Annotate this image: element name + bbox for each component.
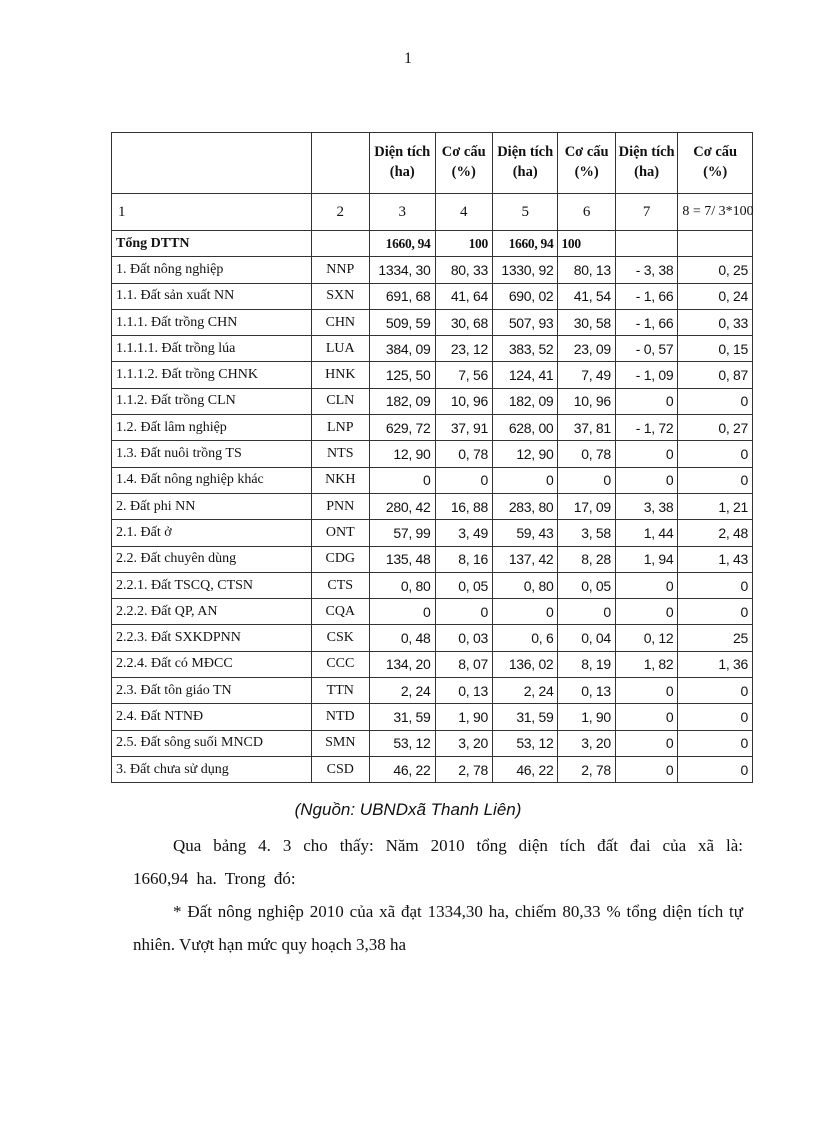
table-cell: 1, 90 <box>435 704 492 730</box>
table-cell: 1, 43 <box>678 546 753 572</box>
table-row <box>112 362 753 388</box>
land-type-label: 3. Đất chưa sử dụng <box>112 756 312 782</box>
header-cell: Diện tích (ha) <box>370 133 436 194</box>
land-type-label: 2. Đất phi NN <box>112 493 312 519</box>
table-cell: 17, 09 <box>558 493 615 519</box>
table-row <box>112 441 753 467</box>
header-cell: Cơ cấu (%) <box>558 133 615 194</box>
table-cell: 3, 58 <box>558 520 615 546</box>
land-type-label: 1.3. Đất nuôi trồng TS <box>112 441 312 467</box>
table-cell: 0, 05 <box>435 572 492 598</box>
table-cell: 0, 78 <box>558 441 615 467</box>
table-row <box>112 388 753 414</box>
land-code: CTS <box>311 572 369 598</box>
table-cell: 1334, 30 <box>370 257 436 283</box>
land-code: CCC <box>311 651 369 677</box>
table-row <box>112 520 753 546</box>
table-cell: 59, 43 <box>492 520 558 546</box>
table-cell: 0 <box>492 599 558 625</box>
table-cell: 46, 22 <box>492 756 558 782</box>
table-cell: - 1, 72 <box>615 415 677 441</box>
table-cell: 53, 12 <box>492 730 558 756</box>
table-cell: 0 <box>615 467 677 493</box>
table-cell: 10, 96 <box>558 388 615 414</box>
table-cell: 31, 59 <box>492 704 558 730</box>
table-cell: 0 <box>678 441 753 467</box>
table-cell: 691, 68 <box>370 283 436 309</box>
land-code: SXN <box>311 283 369 309</box>
land-type-label: 1.1.2. Đất trồng CLN <box>112 388 312 414</box>
table-cell: 0 <box>678 388 753 414</box>
source-note: (Nguồn: UBNDxã Thanh Liên) <box>294 800 522 819</box>
table-cell: 0 <box>615 599 677 625</box>
table-cell <box>311 231 369 257</box>
table-cell: 0 <box>615 678 677 704</box>
table-cell: 0 <box>678 704 753 730</box>
table-cell: 80, 33 <box>435 257 492 283</box>
land-code: NKH <box>311 467 369 493</box>
page-number: 1 <box>404 50 412 67</box>
land-code: CQA <box>311 599 369 625</box>
table-cell: 23, 09 <box>558 336 615 362</box>
table-cell: 0, 03 <box>435 625 492 651</box>
land-type-label: 1.4. Đất nông nghiệp khác <box>112 467 312 493</box>
paragraph: Qua bảng 4. 3 cho thấy: Năm 2010 tổng diện tích đất đai của xã là: 1660,94 ha. Trong đó: <box>133 836 743 888</box>
table-cell: 3, 20 <box>435 730 492 756</box>
table-cell: 3, 20 <box>558 730 615 756</box>
table-cell: 2, 24 <box>492 678 558 704</box>
table-cell: 0 <box>678 572 753 598</box>
table-cell: 12, 90 <box>492 441 558 467</box>
table-cell: 0 <box>615 388 677 414</box>
land-code: NTS <box>311 441 369 467</box>
table-cell: 0 <box>615 756 677 782</box>
table-cell: 0 <box>678 756 753 782</box>
table-cell: 100 <box>558 231 615 257</box>
land-code: LNP <box>311 415 369 441</box>
header-cell: Diện tích (ha) <box>492 133 558 194</box>
column-number: 3 <box>370 194 436 231</box>
table-cell: 1, 44 <box>615 520 677 546</box>
land-code: CDG <box>311 546 369 572</box>
land-type-label: 2.2.2. Đất QP, AN <box>112 599 312 625</box>
table-cell: 0 <box>370 467 436 493</box>
table-cell: 0 <box>615 704 677 730</box>
table-cell: 125, 50 <box>370 362 436 388</box>
header-cell: Diện tích (ha) <box>615 133 677 194</box>
header-cell: Cơ cấu (%) <box>678 133 753 194</box>
column-number: 7 <box>615 194 677 231</box>
table-cell: 0, 24 <box>678 283 753 309</box>
table-cell: 8, 07 <box>435 651 492 677</box>
land-code: CSD <box>311 756 369 782</box>
table-header-row <box>112 133 753 194</box>
table-cell: 30, 58 <box>558 309 615 335</box>
land-type-label: 2.3. Đất tôn giáo TN <box>112 678 312 704</box>
table-cell: 1, 82 <box>615 651 677 677</box>
table-row <box>112 625 753 651</box>
table-cell: 7, 49 <box>558 362 615 388</box>
table-cell: 8, 16 <box>435 546 492 572</box>
table-cell: 124, 41 <box>492 362 558 388</box>
table-cell: 0 <box>435 467 492 493</box>
table-row <box>112 336 753 362</box>
header-cell <box>311 133 369 194</box>
table-cell: 8, 28 <box>558 546 615 572</box>
table-cell: 0 <box>558 599 615 625</box>
table-row <box>112 257 753 283</box>
table-cell: 509, 59 <box>370 309 436 335</box>
table-cell: 629, 72 <box>370 415 436 441</box>
table-cell: 12, 90 <box>370 441 436 467</box>
table-cell <box>615 231 677 257</box>
table-cell <box>678 231 753 257</box>
table-cell: 0, 33 <box>678 309 753 335</box>
table-row <box>112 309 753 335</box>
table-cell: 507, 93 <box>492 309 558 335</box>
table-cell: 1660, 94 <box>370 231 436 257</box>
table-row <box>112 678 753 704</box>
table-cell: 137, 42 <box>492 546 558 572</box>
table-cell: 280, 42 <box>370 493 436 519</box>
table-cell: 23, 12 <box>435 336 492 362</box>
table-cell: 31, 59 <box>370 704 436 730</box>
land-type-label: 2.2. Đất chuyên dùng <box>112 546 312 572</box>
column-number: 4 <box>435 194 492 231</box>
land-type-label: 1.1. Đất sản xuất NN <box>112 283 312 309</box>
table-cell: 182, 09 <box>370 388 436 414</box>
table-cell: 1330, 92 <box>492 257 558 283</box>
table-cell: 41, 54 <box>558 283 615 309</box>
table-cell: 0, 13 <box>435 678 492 704</box>
table-cell: 0, 25 <box>678 257 753 283</box>
table-cell: 0, 04 <box>558 625 615 651</box>
table-cell: 53, 12 <box>370 730 436 756</box>
land-code: CSK <box>311 625 369 651</box>
table-cell: 0 <box>492 467 558 493</box>
table-row <box>112 493 753 519</box>
land-use-table <box>111 132 753 783</box>
table-cell: 0 <box>615 730 677 756</box>
land-type-label: 2.5. Đất sông suối MNCD <box>112 730 312 756</box>
table-cell: 46, 22 <box>370 756 436 782</box>
land-code: TTN <box>311 678 369 704</box>
land-code: CLN <box>311 388 369 414</box>
column-number: 1 <box>112 194 312 231</box>
table-cell: 1, 94 <box>615 546 677 572</box>
table-cell: 0, 87 <box>678 362 753 388</box>
land-code: HNK <box>311 362 369 388</box>
table-cell: 0 <box>615 572 677 598</box>
table-cell: 384, 09 <box>370 336 436 362</box>
table-row <box>112 599 753 625</box>
land-type-label: 1. Đất nông nghiệp <box>112 257 312 283</box>
table-cell: 0 <box>678 467 753 493</box>
table-cell: 283, 80 <box>492 493 558 519</box>
total-row <box>112 231 753 257</box>
table-row <box>112 415 753 441</box>
table-cell: 0 <box>370 599 436 625</box>
table-cell: 0, 27 <box>678 415 753 441</box>
column-number-row <box>112 194 753 231</box>
table-cell: 3, 49 <box>435 520 492 546</box>
table-row <box>112 283 753 309</box>
land-type-label: 1.1.1.2. Đất trồng CHNK <box>112 362 312 388</box>
table-cell: 0 <box>678 678 753 704</box>
total-label: Tổng DTTN <box>112 231 312 257</box>
land-type-label: 2.4. Đất NTNĐ <box>112 704 312 730</box>
table-cell: 8, 19 <box>558 651 615 677</box>
table-cell: 1, 21 <box>678 493 753 519</box>
table-cell: 0 <box>558 467 615 493</box>
land-code: SMN <box>311 730 369 756</box>
table-cell: - 1, 66 <box>615 309 677 335</box>
table-cell: 7, 56 <box>435 362 492 388</box>
land-type-label: 1.1.1.1. Đất trồng lúa <box>112 336 312 362</box>
land-type-label: 2.2.1. Đất TSCQ, CTSN <box>112 572 312 598</box>
table-cell: 0, 48 <box>370 625 436 651</box>
table-cell: 1660, 94 <box>492 231 558 257</box>
table-row <box>112 730 753 756</box>
table-cell: 1, 90 <box>558 704 615 730</box>
column-number: 2 <box>311 194 369 231</box>
table-cell: 2, 78 <box>435 756 492 782</box>
land-code: NNP <box>311 257 369 283</box>
land-type-label: 1.2. Đất lâm nghiệp <box>112 415 312 441</box>
table-cell: 0, 05 <box>558 572 615 598</box>
table-cell: 690, 02 <box>492 283 558 309</box>
table-row <box>112 467 753 493</box>
table-row <box>112 704 753 730</box>
column-number: 5 <box>492 194 558 231</box>
table-cell: 10, 96 <box>435 388 492 414</box>
land-code: ONT <box>311 520 369 546</box>
table-cell: 0, 6 <box>492 625 558 651</box>
table-cell: 136, 02 <box>492 651 558 677</box>
table-cell: - 1, 66 <box>615 283 677 309</box>
table-cell: 1, 36 <box>678 651 753 677</box>
table-cell: 0, 13 <box>558 678 615 704</box>
table-cell: 100 <box>435 231 492 257</box>
table-cell: 628, 00 <box>492 415 558 441</box>
table-row <box>112 756 753 782</box>
table-cell: 37, 81 <box>558 415 615 441</box>
table-cell: 25 <box>678 625 753 651</box>
land-type-label: 2.1. Đất ở <box>112 520 312 546</box>
land-code: CHN <box>311 309 369 335</box>
table-cell: 0, 78 <box>435 441 492 467</box>
table-cell: 0, 12 <box>615 625 677 651</box>
header-cell: Cơ cấu (%) <box>435 133 492 194</box>
table-cell: - 0, 57 <box>615 336 677 362</box>
table-row <box>112 651 753 677</box>
table-cell: - 1, 09 <box>615 362 677 388</box>
table-cell: 37, 91 <box>435 415 492 441</box>
land-code: PNN <box>311 493 369 519</box>
table-cell: 0, 80 <box>370 572 436 598</box>
header-cell <box>112 133 312 194</box>
table-cell: 0 <box>678 730 753 756</box>
table-cell: 80, 13 <box>558 257 615 283</box>
table-cell: 3, 38 <box>615 493 677 519</box>
table-cell: 135, 48 <box>370 546 436 572</box>
table-cell: 134, 20 <box>370 651 436 677</box>
table-cell: 2, 48 <box>678 520 753 546</box>
land-type-label: 1.1.1. Đất trồng CHN <box>112 309 312 335</box>
column-number: 6 <box>558 194 615 231</box>
table-cell: 0, 15 <box>678 336 753 362</box>
table-cell: 2, 24 <box>370 678 436 704</box>
table-cell: 30, 68 <box>435 309 492 335</box>
table-cell: 0 <box>615 441 677 467</box>
table-cell: - 3, 38 <box>615 257 677 283</box>
table-cell: 182, 09 <box>492 388 558 414</box>
column-number: 8 = 7/ 3*100 <box>678 194 753 231</box>
table-cell: 383, 52 <box>492 336 558 362</box>
land-code: NTD <box>311 704 369 730</box>
paragraph: * Đất nông nghiệp 2010 của xã đạt 1334,30 ha, chiếm 80,33 % tổng diện tích tự nhiên. Vượt hạn mức quy hoạch 3,38 ha <box>133 902 743 954</box>
table-row <box>112 572 753 598</box>
table-cell: 2, 78 <box>558 756 615 782</box>
land-code: LUA <box>311 336 369 362</box>
table-cell: 0, 80 <box>492 572 558 598</box>
land-type-label: 2.2.4. Đất có MĐCC <box>112 651 312 677</box>
table-cell: 16, 88 <box>435 493 492 519</box>
table-cell: 0 <box>435 599 492 625</box>
land-type-label: 2.2.3. Đất SXKDPNN <box>112 625 312 651</box>
table-cell: 41, 64 <box>435 283 492 309</box>
table-row <box>112 546 753 572</box>
table-cell: 57, 99 <box>370 520 436 546</box>
table-cell: 0 <box>678 599 753 625</box>
